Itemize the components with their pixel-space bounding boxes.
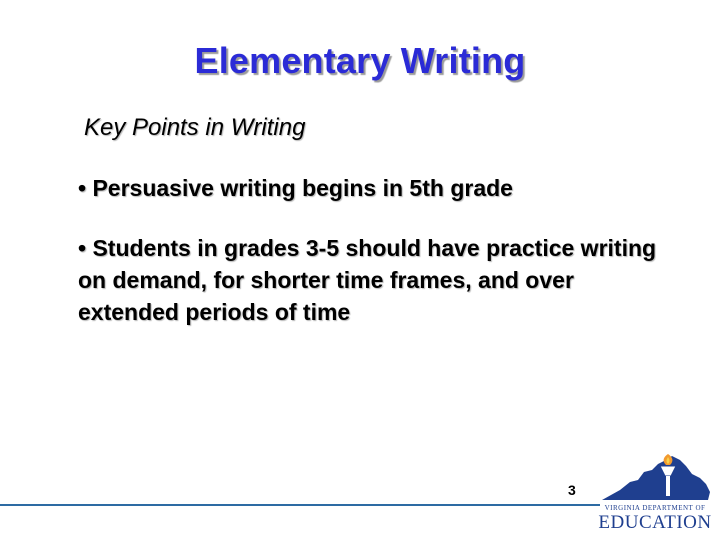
logo-text-main: EDUCATION — [598, 512, 712, 533]
bullet-list — [78, 172, 678, 356]
bullet-item: • Students in grades 3-5 should have practice writing on demand, for shorter time frames, and over extended periods of time — [78, 235, 657, 325]
footer-rule — [0, 504, 600, 506]
bullet-item: • Persuasive writing begins in 5th grade — [78, 175, 513, 201]
virginia-map-torch-icon — [600, 452, 712, 504]
vdoe-logo — [592, 452, 718, 536]
page-number: 3 — [568, 482, 576, 498]
logo-text-top: VIRGINIA DEPARTMENT OF — [604, 504, 706, 512]
slide-subtitle: Key Points in Writing — [84, 114, 306, 141]
slide-title: Elementary Writing — [194, 40, 526, 81]
